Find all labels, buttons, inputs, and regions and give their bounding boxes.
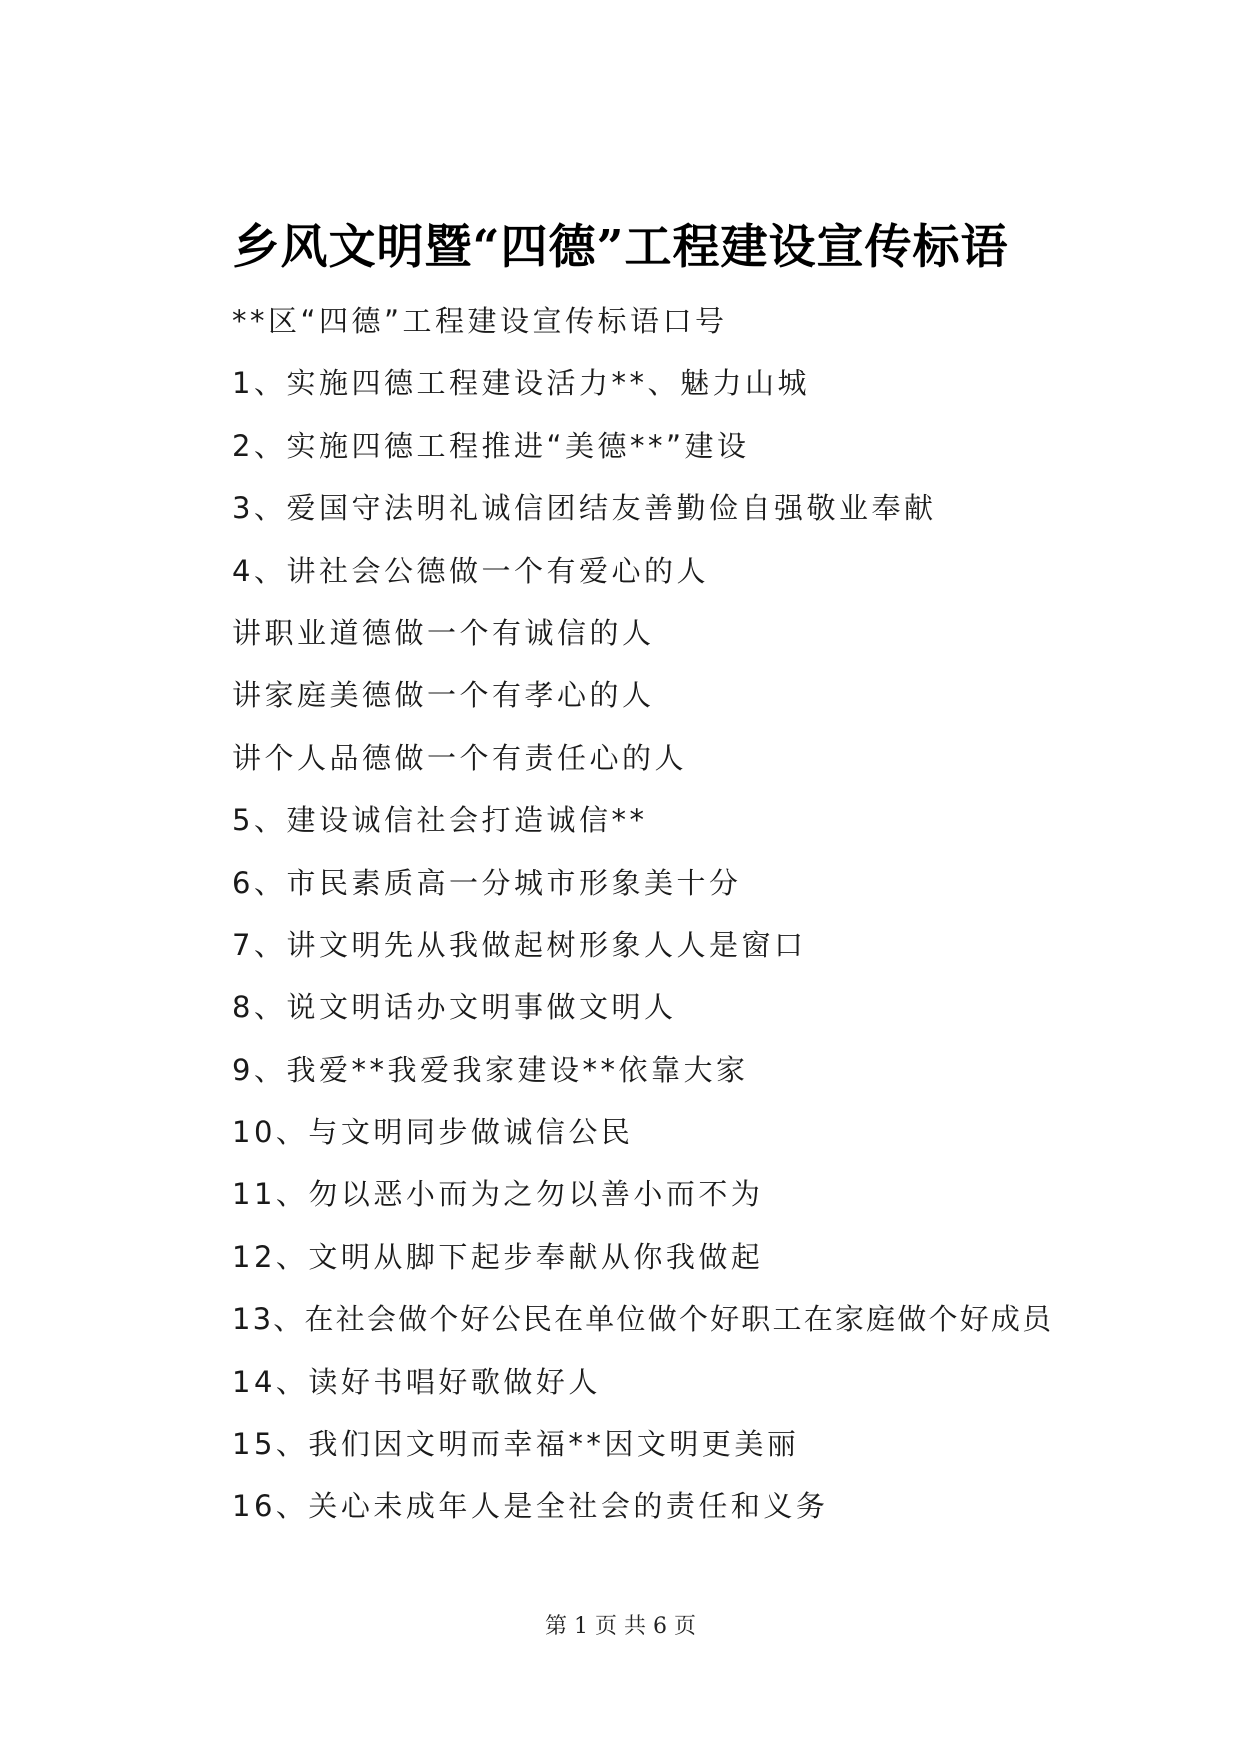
slogan-line: 10、与文明同步做诚信公民	[232, 1115, 634, 1150]
slogan-line: 6、市民素质高一分城市形象美十分	[232, 865, 742, 900]
slogan-line: 讲家庭美德做一个有孝心的人	[232, 678, 655, 713]
slogan-line: 讲个人品德做一个有责任心的人	[232, 740, 688, 775]
slogan-line: 13、在社会做个好公民在单位做个好职工在家庭做个好成员	[232, 1302, 1054, 1337]
slogan-line: 7、讲文明先从我做起树形象人人是窗口	[232, 927, 807, 962]
document-title: 乡风文明暨“四德”工程建设宣传标语	[232, 220, 1009, 275]
slogan-line: 9、我爱**我爱我家建设**依靠大家	[232, 1052, 749, 1087]
slogan-line: 3、爱国守法明礼诚信团结友善勤俭自强敬业奉献	[232, 491, 937, 526]
slogan-line: 2、实施四德工程推进“美德**”建设	[232, 428, 750, 463]
slogan-list	[232, 290, 1162, 1538]
slogan-line: 1、实施四德工程建设活力**、魅力山城	[232, 366, 810, 401]
slogan-line: 12、文明从脚下起步奉献从你我做起	[232, 1239, 764, 1274]
slogan-line: 14、读好书唱好歌做好人	[232, 1364, 601, 1399]
slogan-line: 4、讲社会公德做一个有爱心的人	[232, 553, 709, 588]
slogan-line: 16、关心未成年人是全社会的责任和义务	[232, 1489, 829, 1524]
slogan-line: 15、我们因文明而幸福**因文明更美丽	[232, 1427, 800, 1462]
slogan-line: **区“四德”工程建设宣传标语口号	[232, 304, 728, 338]
slogan-line: 讲职业道德做一个有诚信的人	[232, 615, 655, 650]
slogan-line: 5、建设诚信社会打造诚信**	[232, 803, 648, 838]
page-footer: 第 1 页 共 6 页	[545, 1614, 696, 1639]
slogan-line: 8、说文明话办文明事做文明人	[232, 990, 677, 1025]
slogan-line: 11、勿以恶小而为之勿以善小而不为	[232, 1177, 764, 1212]
